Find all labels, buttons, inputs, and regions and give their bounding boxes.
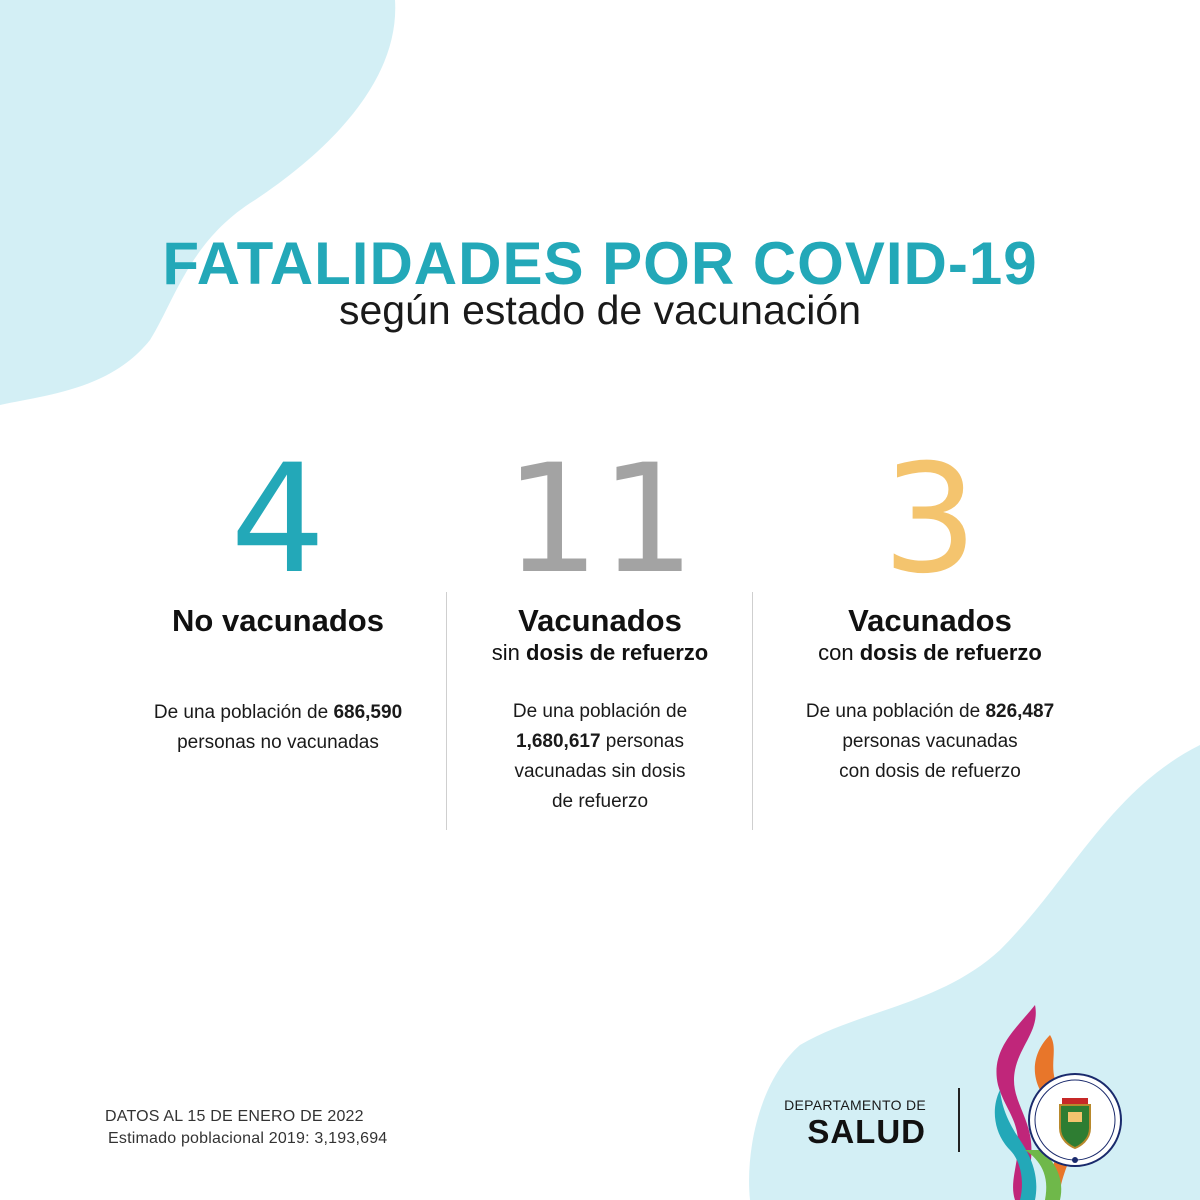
stat-count: 4 bbox=[230, 433, 326, 607]
desc-population: 1,680,617 bbox=[516, 731, 601, 752]
desc-text: De una población de bbox=[512, 701, 688, 722]
desc-text: con dosis de refuerzo bbox=[839, 761, 1021, 782]
department-name bbox=[740, 1096, 926, 1150]
data-date: DATOS AL 15 DE ENERO DE 2022 bbox=[105, 1108, 364, 1125]
stat-count: 11 bbox=[504, 433, 696, 607]
column-divider bbox=[752, 592, 753, 830]
stat-count: 3 bbox=[882, 433, 978, 607]
page-title: FATALIDADES POR COVID-19 bbox=[162, 230, 1038, 297]
sublabel-bold: dosis de refuerzo bbox=[526, 640, 709, 665]
data-source-note bbox=[105, 1106, 387, 1150]
stat-description bbox=[450, 697, 750, 817]
stat-description bbox=[755, 697, 1105, 787]
desc-text: de refuerzo bbox=[551, 791, 649, 812]
desc-population: 826,487 bbox=[985, 701, 1055, 722]
desc-population: 686,590 bbox=[333, 702, 403, 723]
sublabel-text: con bbox=[818, 640, 860, 665]
column-divider bbox=[446, 592, 447, 830]
sublabel-text: sin bbox=[491, 640, 527, 665]
desc-text: personas no vacunadas bbox=[177, 732, 379, 753]
stat-sublabel bbox=[755, 638, 1105, 668]
stat-vaccinated-booster bbox=[755, 433, 1105, 787]
logo-separator bbox=[958, 1088, 960, 1152]
stat-description bbox=[88, 698, 468, 758]
desc-text: vacunadas sin dosis bbox=[514, 761, 686, 782]
stat-unvaccinated bbox=[88, 433, 468, 758]
desc-text: De una población de bbox=[805, 701, 986, 722]
department-logo-icon bbox=[980, 1000, 1130, 1200]
sublabel-bold: dosis de refuerzo bbox=[859, 640, 1042, 665]
stat-sublabel bbox=[450, 638, 750, 668]
desc-text: personas bbox=[600, 731, 684, 752]
stat-label: Vacunados bbox=[518, 603, 682, 638]
population-estimate: Estimado poblacional 2019: 3,193,694 bbox=[108, 1130, 388, 1147]
desc-text: personas vacunadas bbox=[842, 731, 1018, 752]
department-line2: SALUD bbox=[807, 1113, 926, 1150]
page-subtitle: según estado de vacunación bbox=[338, 287, 861, 333]
desc-text: De una población de bbox=[153, 702, 334, 723]
stat-label: Vacunados bbox=[848, 603, 1012, 638]
stat-label: No vacunados bbox=[172, 603, 384, 638]
stat-vaccinated-no-booster bbox=[450, 433, 750, 817]
department-line1: DEPARTAMENTO DE bbox=[784, 1097, 926, 1113]
